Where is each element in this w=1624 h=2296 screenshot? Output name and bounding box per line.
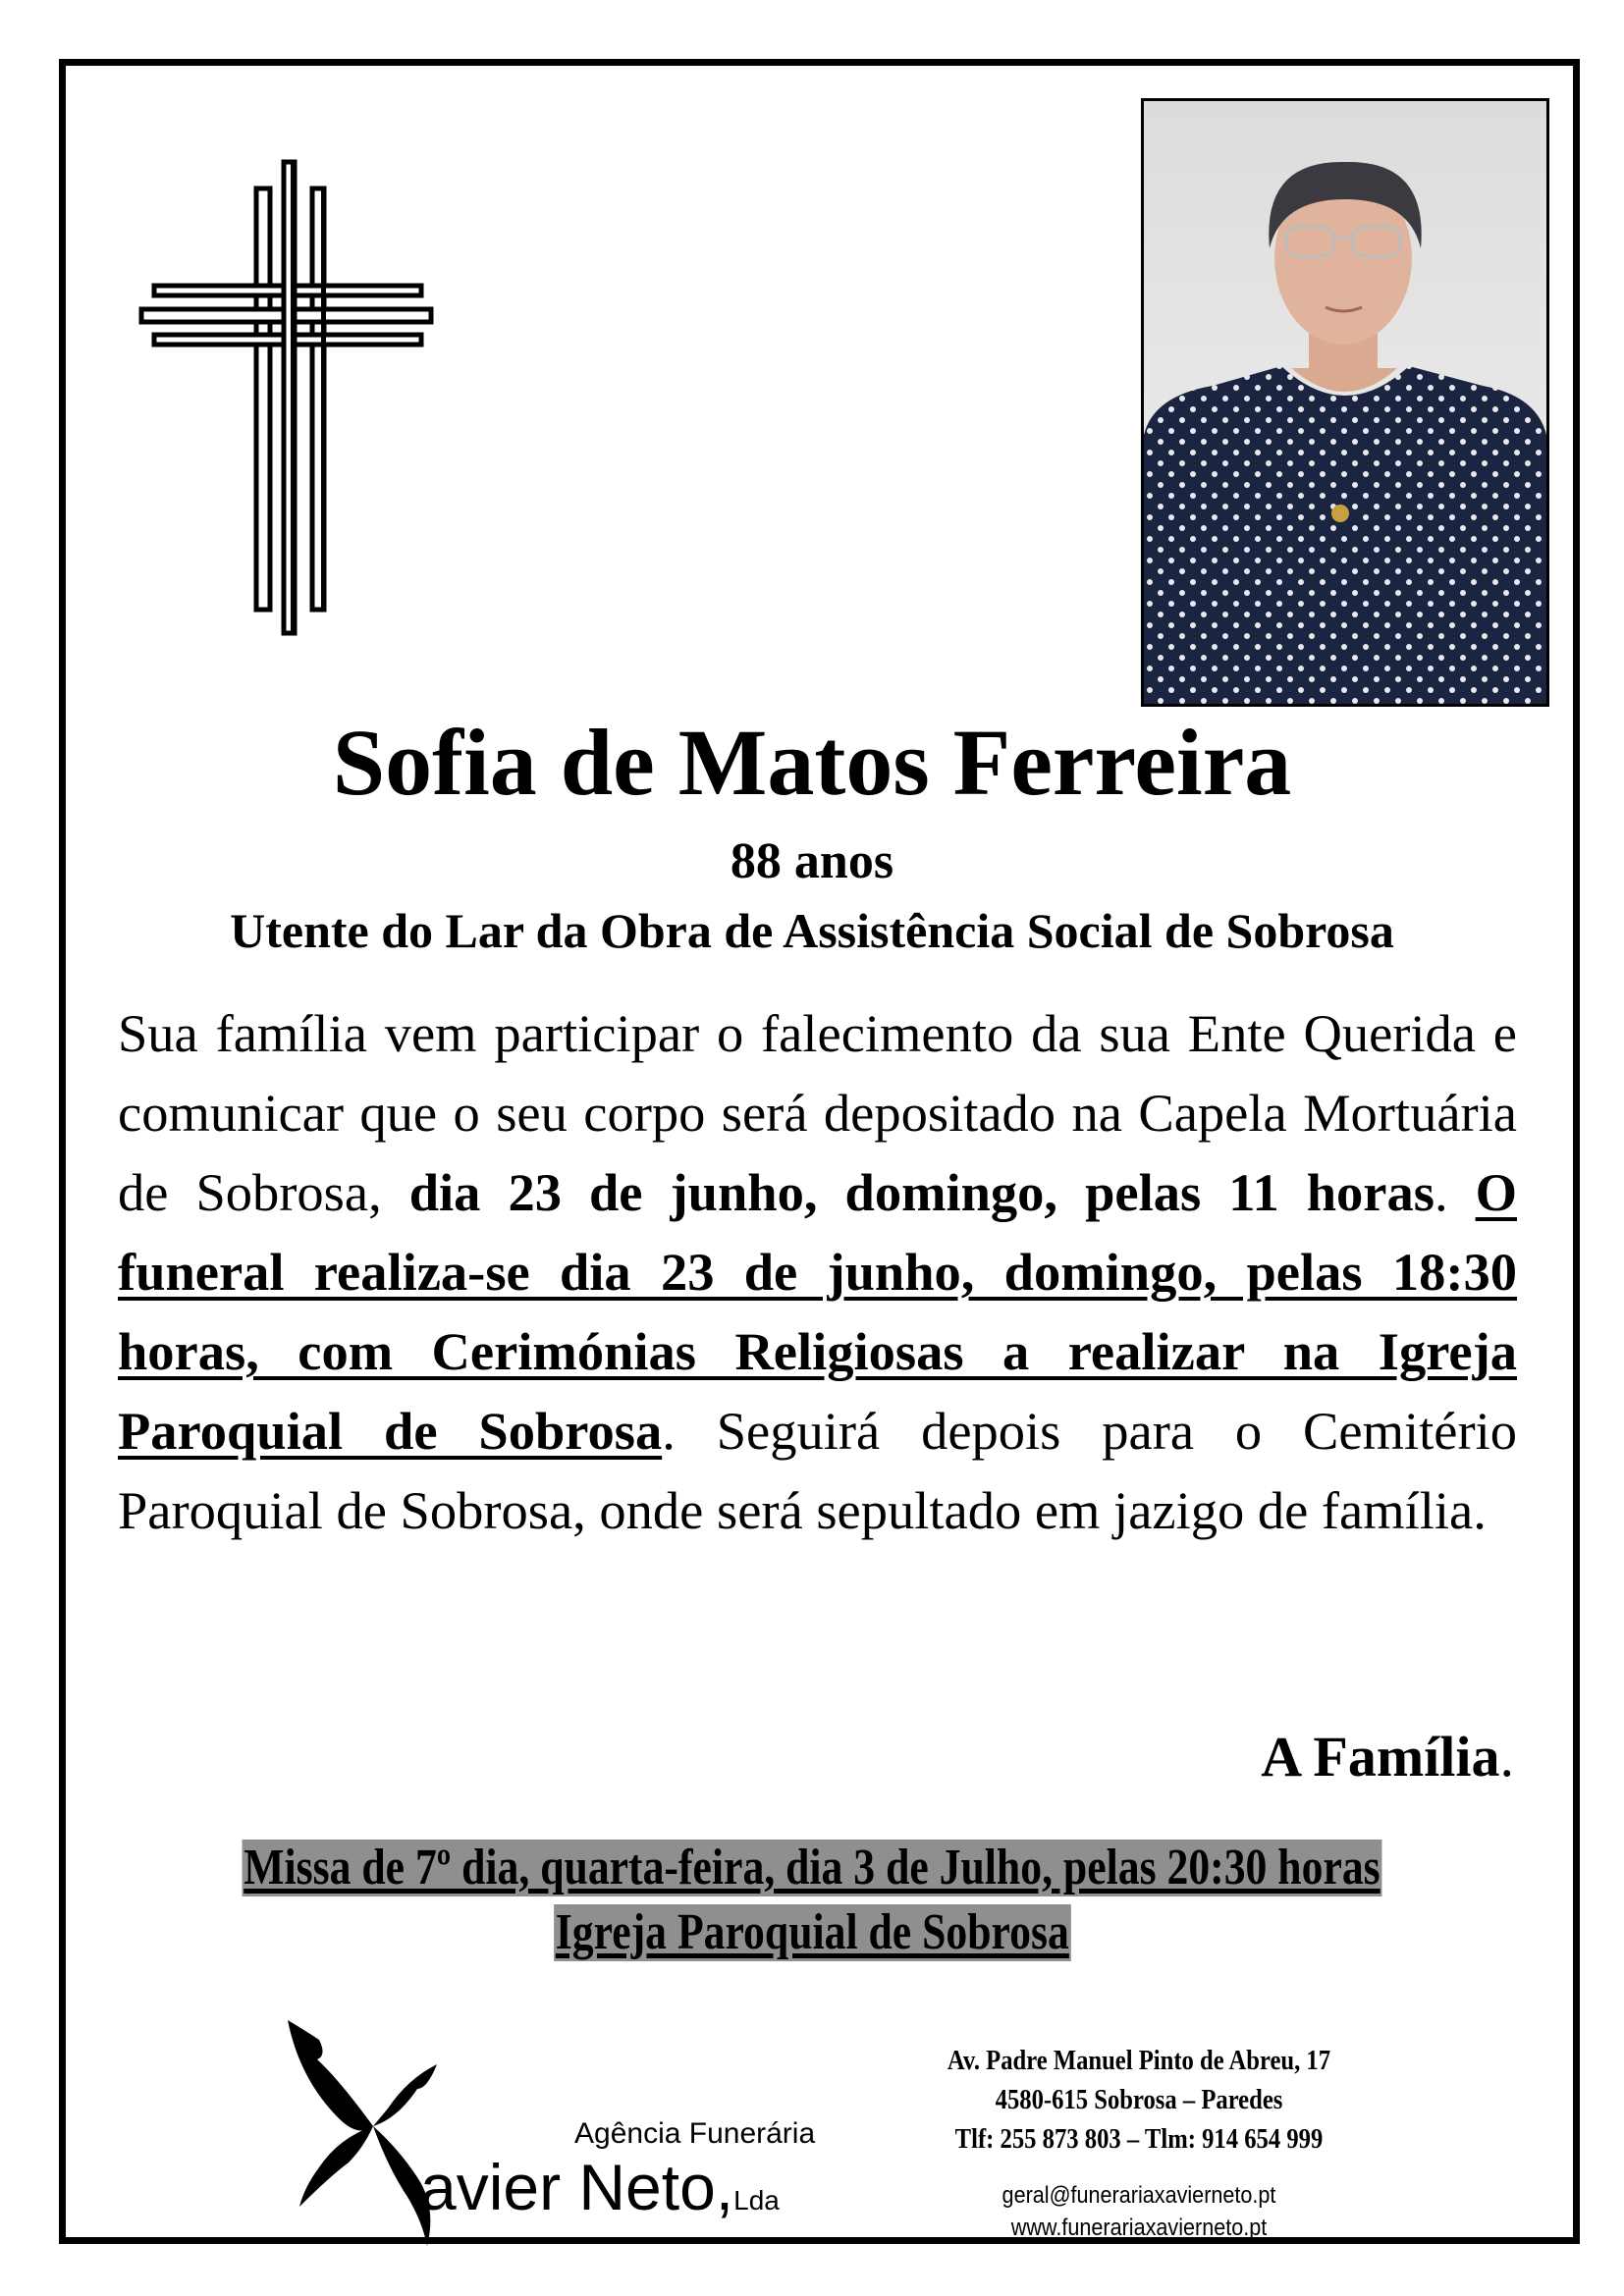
address-street: Av. Padre Manuel Pinto de Abreu, 17 [947, 2046, 1331, 2076]
agency-label: Agência Funerária [574, 2117, 816, 2150]
agency-brand: avier Neto, [420, 2151, 734, 2223]
mass-line-2 [0, 1904, 1624, 1961]
institution-line: Utente do Lar da Obra de Assistência Social de Sobrosa [230, 903, 1394, 958]
signature [1261, 1723, 1514, 1791]
funeral-details: O funeral realiza-se dia 23 de junho, domingo, pelas 18:30 horas, com Cerimónias Religiosas a realizar na Igreja Paroquial de Sobrosa [118, 1162, 1517, 1461]
agency-name [420, 2148, 780, 2240]
agency-phones: Tlf: 255 873 803 – Tlm: 914 654 999 [954, 2124, 1324, 2155]
agency-suffix: Lda [733, 2185, 780, 2216]
text-segment: Sua família vem participar o falecimento da sua Ente Querida e comunicar que o seu corpo será depositado na Capela Mortuária de Sobrosa, [118, 1003, 1517, 1222]
agency-email[interactable]: geral@funerariaxavierneto.pt [1001, 2182, 1276, 2209]
text-segment: . Seguirá depois para o Cemitério Paroquial de Sobrosa, onde será sepultado em jazigo de família. [118, 1401, 1517, 1540]
mass-line-1 [0, 1840, 1624, 1896]
signature-text: A Família [1261, 1725, 1500, 1789]
text-segment: . [1434, 1162, 1476, 1222]
address-city: 4580-615 Sobrosa – Paredes [995, 2085, 1283, 2115]
wake-details: dia 23 de junho, domingo, pelas 11 horas [408, 1162, 1435, 1222]
portrait-photo [1141, 98, 1549, 707]
agency-address [897, 2042, 1381, 2160]
announcement-text [118, 993, 1517, 1550]
cross-icon [137, 157, 442, 648]
mass-location: Igreja Paroquial de Sobrosa [555, 1904, 1069, 1960]
signature-dot: . [1499, 1725, 1514, 1789]
agency-website[interactable]: www.funerariaxavierneto.pt [1010, 2215, 1268, 2241]
agency-contacts [892, 2179, 1386, 2244]
mass-date: Missa de 7º dia, quarta-feira, dia 3 de Julho, pelas 20:30 horas [244, 1840, 1380, 1896]
deceased-age: 88 anos [730, 833, 894, 889]
deceased-name: Sofia de Matos Ferreira [332, 710, 1292, 815]
